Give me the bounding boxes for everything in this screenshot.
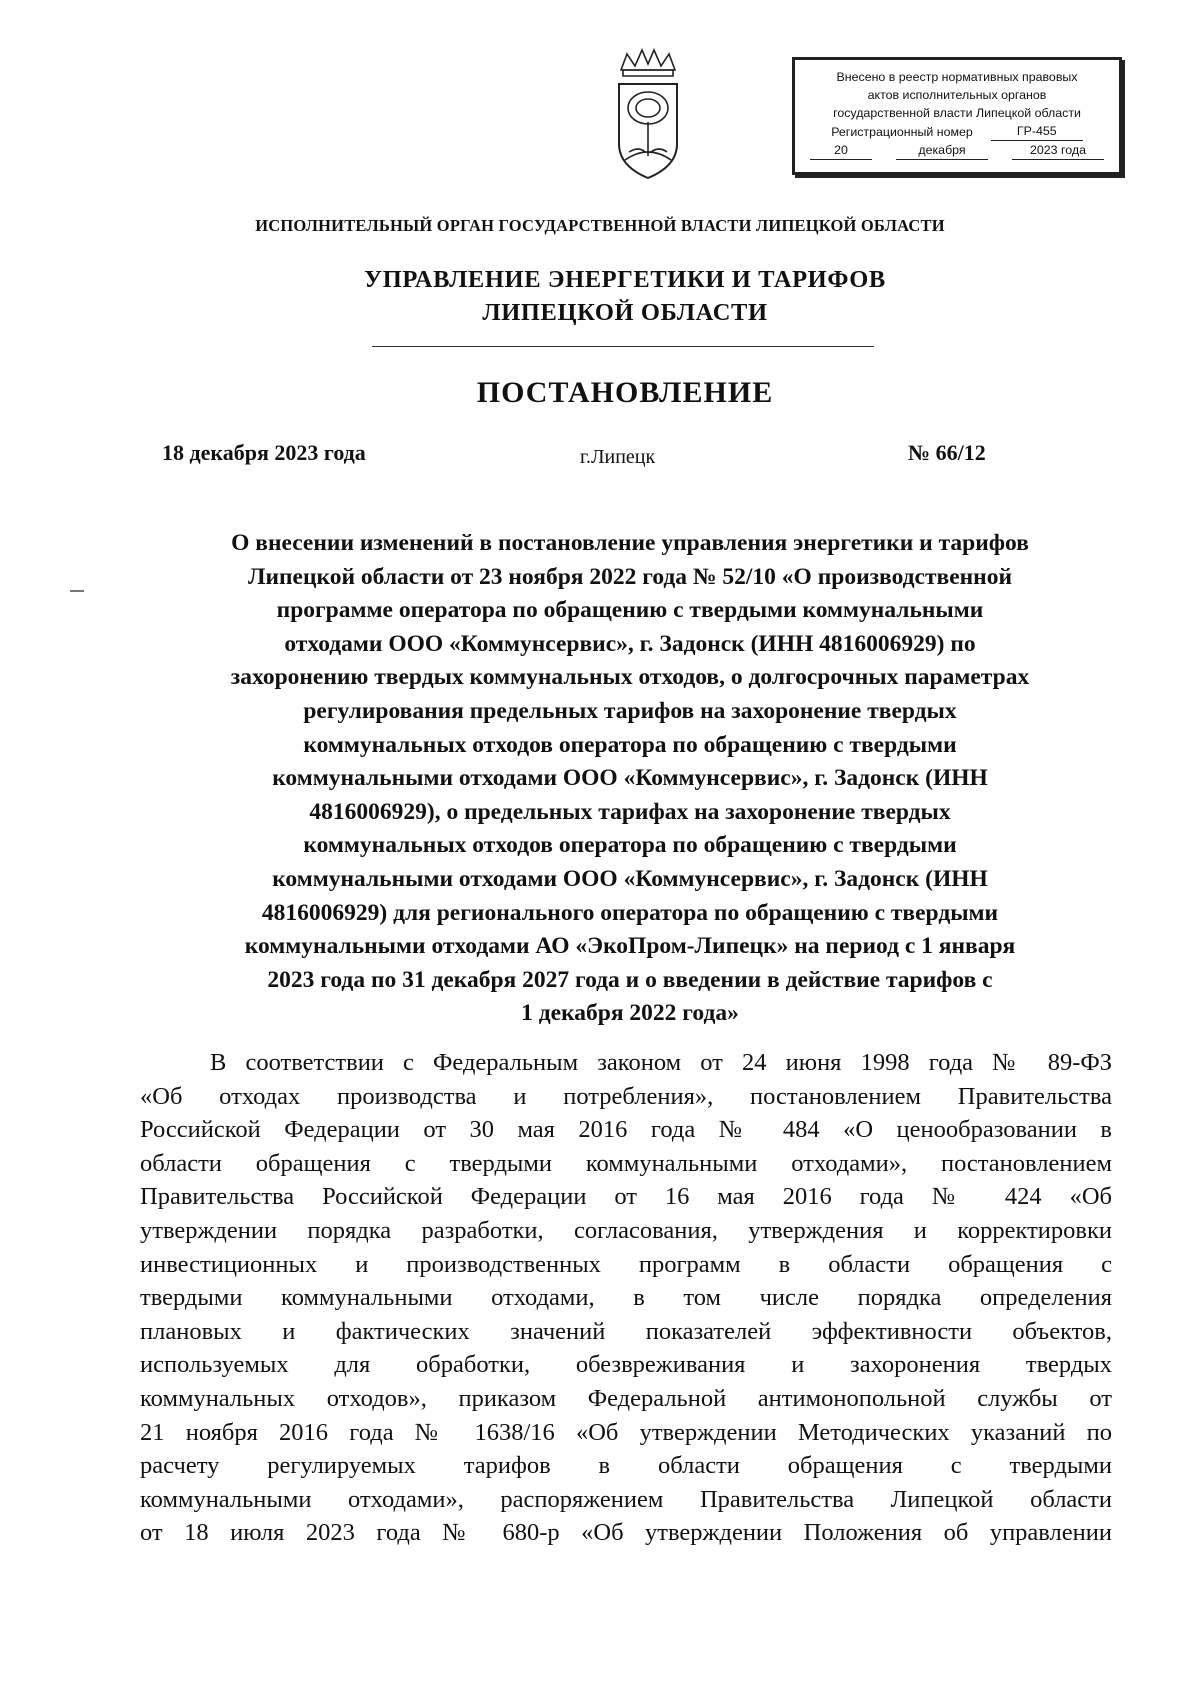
- stamp-line-3: государственной власти Липецкой области: [833, 106, 1081, 120]
- document-body: [140, 1046, 1112, 1550]
- body-line: Российской Федерации от 30 мая 2016 года № 484 «О ценообразовании в: [140, 1116, 1112, 1144]
- department-line-2: ЛИПЕЦКОЙ ОБЛАСТИ: [482, 299, 768, 326]
- subject-line: О внесении изменений в постановление управления энергетики и тарифов: [231, 530, 1029, 556]
- stamp-line-2: актов исполнительных органов: [867, 88, 1047, 102]
- department-name: [0, 263, 1200, 329]
- scan-mark: [70, 590, 84, 592]
- stamp-line-1: Внесено в реестр нормативных правовых: [836, 70, 1078, 84]
- body-line: используемых для обработки, обезвреживания и захоронения твердых: [140, 1351, 1112, 1379]
- subject-line: коммунальных отходов оператора по обращению с твердыми: [303, 731, 957, 758]
- body-line: области обращения с твердыми коммунальными отходами», постановлением: [140, 1149, 1112, 1177]
- body-line: расчету регулируемых тарифов в области обращения с твердыми: [140, 1452, 1112, 1480]
- body-line: утверждении порядка разработки, согласования, утверждения и корректировки: [140, 1216, 1112, 1244]
- subject-line: 1 декабря 2022 года»: [521, 1000, 739, 1027]
- subject-line: коммунальными отходами АО «ЭкоПром-Липецк» на период с 1 января: [244, 933, 1016, 960]
- body-line: коммунальных отходов», приказом Федеральной антимонопольной службы от: [140, 1384, 1112, 1412]
- body-line: твердыми коммунальными отходами, в том числе порядка определения: [140, 1284, 1112, 1312]
- subject-line: программе оператора по обращению с твердыми коммунальными: [276, 597, 984, 624]
- document-subject: [135, 527, 1125, 1031]
- body-line: В соответствии с Федеральным законом от 24 июня 1998 года № 89-ФЗ: [210, 1049, 1112, 1076]
- stamp-year: 2023 года: [1012, 141, 1104, 160]
- stamp-day: 20: [810, 141, 872, 160]
- body-line: инвестиционных и производственных программ в области обращения с: [140, 1250, 1112, 1278]
- body-line: Правительства Российской Федерации от 16 мая 2016 года № 424 «Об: [140, 1183, 1112, 1211]
- body-line: «Об отходах производства и потребления», постановлением Правительства: [140, 1082, 1112, 1110]
- stamp-month: декабря: [896, 141, 988, 160]
- issuing-organization: ИСПОЛНИТЕЛЬНЫЙ ОРГАН ГОСУДАРСТВЕННОЙ ВЛАСТИ ЛИПЕЦКОЙ ОБЛАСТИ: [255, 216, 945, 235]
- coat-of-arms-icon: [609, 48, 687, 182]
- department-line-1: УПРАВЛЕНИЕ ЭНЕРГЕТИКИ И ТАРИФОВ: [364, 266, 886, 293]
- body-line: от 18 июля 2023 года № 680-р «Об утверждении Положения об управлении: [140, 1519, 1112, 1547]
- subject-line: 4816006929), о предельных тарифах на захоронение твердых: [309, 798, 951, 825]
- body-line: 21 ноября 2016 года № 1638/16 «Об утверждении Методических указаний по: [140, 1418, 1112, 1446]
- subject-line: захоронению твердых коммунальных отходов, о долгосрочных параметрах: [230, 664, 1030, 691]
- stamp-reg-label: Регистрационный номер: [831, 125, 973, 139]
- subject-line: 2023 года по 31 декабря 2027 года и о введении в действие тарифов с: [267, 966, 993, 993]
- document-city: г.Липецк: [580, 446, 656, 468]
- header-divider: [372, 346, 874, 347]
- subject-line: Липецкой области от 23 ноября 2022 года № 52/10 «О производственной: [247, 563, 1013, 590]
- body-line: плановых и фактических значений показателей эффективности объектов,: [140, 1317, 1112, 1345]
- body-line: коммунальными отходами», распоряжением Правительства Липецкой области: [140, 1485, 1112, 1513]
- stamp-reg-number: ГР-455: [991, 122, 1083, 141]
- subject-line: коммунальных отходов оператора по обращению с твердыми: [303, 832, 957, 859]
- subject-line: отходами ООО «Коммунсервис», г. Задонск (ИНН 4816006929) по: [284, 630, 976, 657]
- subject-line: коммунальными отходами ООО «Коммунсервис», г. Задонск (ИНН: [272, 765, 988, 792]
- subject-line: 4816006929) для регионального оператора по обращению с твердыми: [261, 899, 999, 926]
- registry-stamp: [792, 57, 1122, 175]
- document-type: ПОСТАНОВЛЕНИЕ: [476, 376, 774, 409]
- document-number: № 66/12: [908, 440, 986, 465]
- document-date: 18 декабря 2023 года: [162, 440, 366, 465]
- subject-line: регулирования предельных тарифов на захоронение твердых: [303, 697, 957, 724]
- subject-line: коммунальными отходами ООО «Коммунсервис», г. Задонск (ИНН: [272, 865, 988, 892]
